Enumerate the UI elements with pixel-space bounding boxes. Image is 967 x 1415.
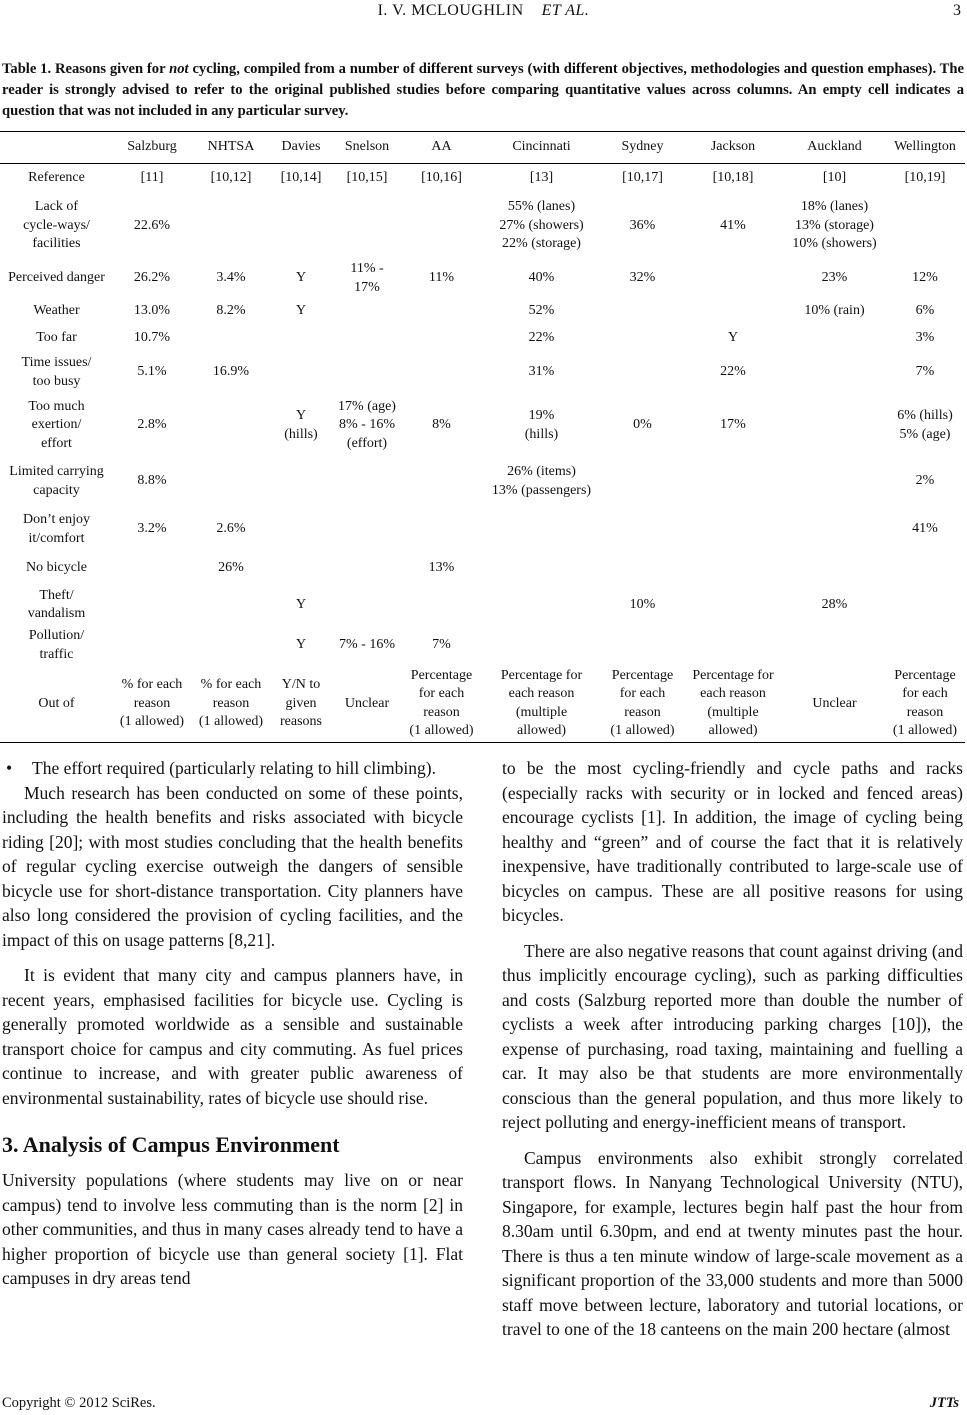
row-label: Weather <box>33 303 80 319</box>
table-cell <box>271 326 331 351</box>
table-row <box>0 626 965 666</box>
table-cell: Unclear <box>344 695 390 711</box>
column-header: Wellington <box>894 139 956 155</box>
table-cell: 22% <box>528 329 555 345</box>
table-cell <box>784 395 885 457</box>
table-cell <box>331 298 403 326</box>
table-row <box>0 326 965 351</box>
table-cell: 8% <box>432 417 451 433</box>
column-header: AA <box>431 139 452 155</box>
table-cell: 22% <box>720 364 746 380</box>
table-cell: Y (hills) <box>284 408 318 442</box>
table-cell: 55% (lanes) 27% (showers) 22% (storage) <box>499 199 584 252</box>
table-cell: 11% - 17% <box>350 261 384 295</box>
bullet-text: The effort required (particularly relating to hill climbing). <box>32 758 436 778</box>
table-cell <box>682 553 784 585</box>
table-cell: % for each reason (1 allowed) <box>198 677 264 729</box>
table-cell <box>682 585 784 626</box>
column-header: Cincinnati <box>512 139 571 155</box>
table-cell: [10,16] <box>421 170 462 185</box>
table-cell: 28% <box>821 596 848 612</box>
table-cell <box>480 626 603 666</box>
table-cell: 5.1% <box>137 364 167 380</box>
table-cell <box>784 326 885 351</box>
table-cell <box>191 326 271 351</box>
column-header: Salzburg <box>127 139 177 155</box>
table-cell: Y <box>727 329 739 345</box>
table-cell: 17% <box>720 417 746 433</box>
table-row <box>0 351 965 395</box>
table-cell: Percentage for each reason (1 allowed) <box>409 667 474 739</box>
table-cell <box>331 457 403 507</box>
table-cell <box>331 351 403 395</box>
table-cell <box>403 298 480 326</box>
table-cell: 36% <box>629 217 656 233</box>
table-cell <box>113 626 191 666</box>
table-cell: Y/N to given reasons <box>280 677 322 729</box>
table-cell: 16.9% <box>212 364 250 380</box>
table-cell <box>885 553 965 585</box>
table-cell <box>113 553 191 585</box>
table-cell: 10.7% <box>133 329 171 345</box>
table-cell <box>191 193 271 260</box>
table-header-row <box>0 132 965 164</box>
table-cell: Y <box>295 637 307 653</box>
table-cell: 18% (lanes) 13% (storage) 10% (showers) <box>792 199 877 252</box>
table-cell <box>603 507 682 553</box>
page-footer <box>0 1395 967 1413</box>
table-cell <box>331 326 403 351</box>
table-cell: Percentage for each reason (1 allowed) <box>892 667 958 739</box>
table-cell: 26% <box>218 560 244 576</box>
table-cell <box>271 457 331 507</box>
table-cell <box>603 326 682 351</box>
table-cell <box>682 298 784 326</box>
table-cell: 31% <box>528 364 555 380</box>
table-cell: 32% <box>629 270 656 286</box>
table-cell: 40% <box>528 270 555 286</box>
paragraph: Much research has been conducted on some of these points, including the health benefits and risks associated with bicycle riding [20]; with most studies concluding that the health benefits of regular cycling exercise outweigh the dangers of sensible bicycle use for short-distance transportation. City planners have also long considered the provision of cycling facilities, and the impact of this on usage patterns [8,21]. <box>2 782 463 950</box>
column-header: Jackson <box>710 139 756 155</box>
table-cell: 2.6% <box>216 521 246 537</box>
page-number: 3 <box>953 2 961 19</box>
bullet-icon: • <box>6 758 13 778</box>
table-cell <box>480 507 603 553</box>
table-cell: 7% <box>432 637 451 653</box>
journal-abbrev: JTTs <box>929 1395 959 1411</box>
table-cell: % for each reason (1 allowed) <box>119 677 185 729</box>
left-column <box>2 756 463 1291</box>
table-cell: Percentage for each reason (multiple allowed) <box>500 667 583 739</box>
table-cell: 12% <box>912 270 938 286</box>
table-cell <box>191 395 271 457</box>
table-row <box>0 507 965 553</box>
table-cell: 7% - 16% <box>339 637 395 653</box>
row-label: Pollution/ traffic <box>28 628 85 662</box>
table-cell <box>784 626 885 666</box>
table-row <box>0 164 965 193</box>
table-row <box>0 666 965 743</box>
row-label: Time issues/ too busy <box>21 355 92 389</box>
table-cell: [10,15] <box>346 170 388 185</box>
table-cell <box>682 507 784 553</box>
table-cell <box>331 507 403 553</box>
table-cell: Percentage for each reason (multiple allowed) <box>692 667 774 739</box>
table-cell: 8.2% <box>216 303 246 319</box>
column-header-blank <box>0 132 113 164</box>
table-cell: [13] <box>529 170 554 185</box>
column-header: Sydney <box>621 139 664 155</box>
table-cell: 3.2% <box>137 521 167 537</box>
table-cell: 52% <box>528 303 555 319</box>
table-cell <box>603 298 682 326</box>
table-cell: 22.6% <box>133 217 171 233</box>
table-row <box>0 298 965 326</box>
table-cell <box>271 507 331 553</box>
row-label: No bicycle <box>25 560 88 576</box>
table-cell: [10] <box>822 170 847 185</box>
table-cell <box>784 351 885 395</box>
table-cell <box>784 553 885 585</box>
table-cell <box>784 507 885 553</box>
table-cell: 11% <box>428 270 455 286</box>
paragraph: It is evident that many city and campus planners have, in recent years, emphasised facilities for bicycle use. Cycling is generally promoted worldwide as a sensible and sustainable transport choice for campus and city commuting. As fuel prices continue to increase, and with greater public awareness of environmental sustainability, rates of bicycle use should rise. <box>2 965 463 1108</box>
table-row <box>0 457 965 507</box>
table-row <box>0 193 965 260</box>
table-cell: 7% <box>915 364 935 380</box>
table-cell: Y <box>295 303 307 319</box>
table-cell: [10,17] <box>622 170 663 185</box>
row-label: Reference <box>28 170 85 185</box>
table-cell <box>191 585 271 626</box>
table-cell: [10,12] <box>210 170 252 185</box>
table-cell: 8.8% <box>137 473 167 489</box>
row-label: Lack of cycle-ways/ facilities <box>23 199 90 252</box>
table-cell <box>603 553 682 585</box>
table-cell <box>331 193 403 260</box>
column-header: Snelson <box>344 139 390 155</box>
section-heading: 3. Analysis of Campus Environment <box>2 1132 340 1157</box>
running-title: I. V. MCLOUGHLIN ET AL. <box>377 2 590 19</box>
table-cell <box>480 553 603 585</box>
paragraph: University populations (where students may live on or near campus) tend to involve less commuting than is the norm [2] in other communities, and thus in many cases already tend to have a higher proportion of bicycle use than general society [1]. Flat campuses in dry areas tend <box>2 1170 463 1288</box>
table-cell <box>603 351 682 395</box>
table-cell: 2.8% <box>137 417 167 433</box>
table-cell: 41% <box>720 217 746 233</box>
table-cell: 26.2% <box>133 270 171 286</box>
table-cell <box>271 193 331 260</box>
table-cell: 2% <box>915 473 935 489</box>
paragraph: to be the most cycling-friendly and cycle paths and racks (especially racks with security or in locked and fenced areas) encourage cyclists [1]. In addition, the image of cycling being healthy and “green” and of course the fact that it is relatively inexpensive, have traditionally contributed to large-scale use of bicycles on campus. These are all positive reasons for using bicycles. <box>502 758 963 925</box>
copyright-notice: Copyright © 2012 SciRes. <box>2 1395 156 1411</box>
table-cell <box>403 585 480 626</box>
table-cell <box>885 193 965 260</box>
table-cell <box>603 626 682 666</box>
table-cell <box>271 351 331 395</box>
table-cell <box>403 457 480 507</box>
paragraph: There are also negative reasons that count against driving (and thus implicitly encourage cycling), such as parking difficulties and costs (Salzburg reported more than double the number of cyclists a week after introducing parking charges [10]), the expense of purchasing, road taxing, maintaining and fuelling a car. It may also be that students are more environmentally conscious than the general population, and thus more likely to reject polluting and energy-inefficient means of transport. <box>502 940 963 1132</box>
table-cell <box>885 585 965 626</box>
paragraph: Campus environments also exhibit strongly correlated transport flows. In Nanyang Technological University (NTU), Singapore, for example, lectures begin half past the hour from 8.30am until 6.30pm, and end at twenty minutes past the hour. There is thus a ten minute window of large-scale movement as a significant proportion of the 33,000 students and more than 5000 staff move between lecture, laboratory and tutorial locations, or travel to one of the 18 canteens on the main 200 hectare (almost <box>502 1147 963 1339</box>
table-cell: 10% <box>629 596 656 612</box>
row-label: Theft/ vandalism <box>27 587 86 621</box>
table-caption: Table 1. Reasons given for not cycling, compiled from a number of different surveys (with different objectives, methodologies and question emphases). The reader is strongly advised to refer to the original published studies before comparing quantitative values across columns. An empty cell indicates a question that was not included in any particular survey. <box>2 61 964 119</box>
table-cell <box>271 553 331 585</box>
table-cell: 13% <box>428 560 455 576</box>
table-cell <box>191 626 271 666</box>
row-label: Perceived danger <box>8 270 105 286</box>
row-label: Don’t enjoy it/comfort <box>22 512 90 546</box>
right-column <box>502 756 963 1342</box>
table-cell: 6% <box>915 303 935 319</box>
table-cell <box>113 585 191 626</box>
table-cell: [10,14] <box>280 170 322 185</box>
table-cell <box>682 626 784 666</box>
table-cell: Y <box>295 270 307 286</box>
table-cell <box>403 351 480 395</box>
row-label: Out of <box>38 695 75 711</box>
table-cell <box>191 457 271 507</box>
row-label: Too much exertion/ effort <box>28 398 85 451</box>
table-cell <box>403 507 480 553</box>
table-cell <box>331 553 403 585</box>
column-header: Davies <box>281 139 321 155</box>
bullet-item <box>2 756 463 781</box>
table-cell <box>403 193 480 260</box>
table-cell <box>885 626 965 666</box>
table-cell: Percentage for each reason (1 allowed) <box>610 667 675 739</box>
table-cell: 10% (rain) <box>804 303 865 319</box>
table-cell: [10,19] <box>904 170 946 185</box>
table-cell: 19% (hills) <box>524 408 559 442</box>
table-row <box>0 260 965 298</box>
table-row <box>0 585 965 626</box>
table-body <box>0 164 965 743</box>
table-row <box>0 395 965 457</box>
table-cell <box>480 585 603 626</box>
table-cell: Y <box>295 596 307 612</box>
table-cell <box>331 585 403 626</box>
table-cell <box>682 260 784 298</box>
table-cell <box>603 457 682 507</box>
table-cell: 0% <box>633 417 652 433</box>
running-header <box>0 2 967 24</box>
table-cell: 3.4% <box>216 270 246 286</box>
table-cell: 17% (age) 8% - 16% (effort) <box>338 398 396 451</box>
column-header: NHTSA <box>207 139 255 155</box>
table-cell: 13.0% <box>133 303 171 319</box>
reasons-table <box>0 131 965 743</box>
row-label: Too far <box>36 329 77 345</box>
table-cell <box>784 457 885 507</box>
table-cell <box>403 326 480 351</box>
table-cell: 6% (hills) 5% (age) <box>897 408 953 442</box>
table-cell: 23% <box>821 270 848 286</box>
table-cell <box>682 457 784 507</box>
table-row <box>0 553 965 585</box>
row-label: Limited carrying capacity <box>9 464 104 498</box>
table-cell: [11] <box>140 170 164 185</box>
table-cell: 3% <box>915 329 935 345</box>
column-header: Auckland <box>807 139 862 155</box>
table-cell: Unclear <box>812 695 857 711</box>
table-cell: 41% <box>912 521 938 537</box>
table-cell: 26% (items) 13% (passengers) <box>491 464 592 498</box>
table-cell: [10,18] <box>712 170 754 185</box>
